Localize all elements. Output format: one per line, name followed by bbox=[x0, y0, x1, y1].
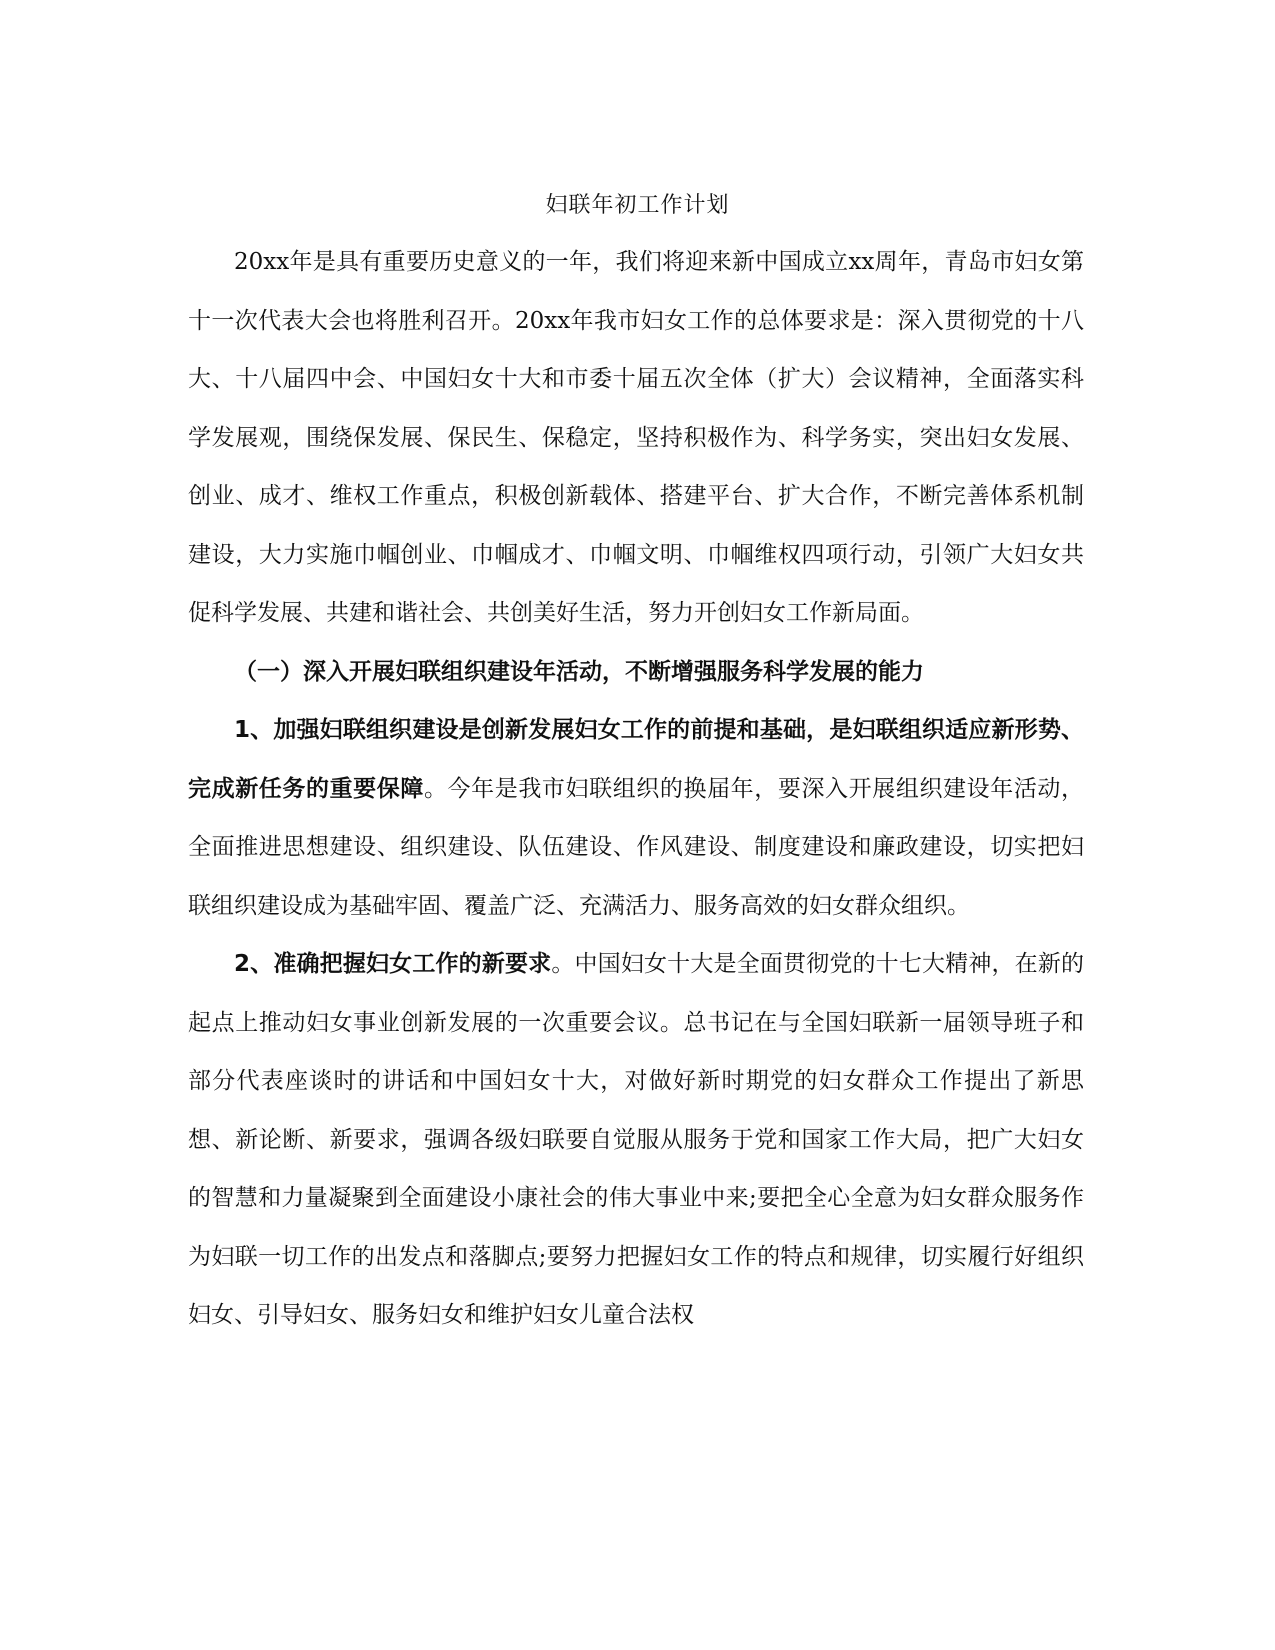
item-1-paragraph bbox=[188, 701, 1084, 935]
document-title: 妇联年初工作计划 bbox=[545, 193, 730, 218]
item-2-paragraph bbox=[188, 935, 1084, 1345]
item-1-text: 。今年是我市妇联组织的换届年，要深入开展组织建设年活动，全面推进思想建设、组织建设、队伍建设、作风建设、制度建设和廉政建设，切实把妇联组织建设成为基础牢固、覆盖广泛、充满活力、服务高效的妇女群众组织。 bbox=[188, 775, 1085, 919]
document-body bbox=[188, 233, 1084, 1345]
item-2-text: 。中国妇女十大是全面贯彻党的十七大精神，在新的起点上推动妇女事业创新发展的一次重要会议。总书记在与全国妇联新一届领导班子和部分代表座谈时的讲话和中国妇女十大，对做好新时期党的妇女群众工作提出了新思想、新论断、新要求，强调各级妇联要自觉服从服务于党和国家工作大局，把广大妇女的智慧和力量凝聚到全面建设小康社会的伟大事业中来;要把全心全意为妇女群众服务作为妇联一切工作的出发点和落脚点;要努力把握妇女工作的特点和规律，切实履行好组织妇女、引导妇女、服务妇女和维护妇女儿童合法权 bbox=[188, 951, 1085, 1328]
item-2-lead: 2、准确把握妇女工作的新要求 bbox=[234, 951, 552, 977]
intro-paragraph: 20xx年是具有重要历史意义的一年，我们将迎来新中国成立xx周年，青岛市妇女第十一次代表大会也将胜利召开。20xx年我市妇女工作的总体要求是：深入贯彻党的十八大、十八届四中会、中国妇女十大和市委十届五次全体（扩大）会议精神，全面落实科学发展观，围绕保发展、保民生、保稳定，坚持积极作为、科学务实，突出妇女发展、创业、成才、维权工作重点，积极创新载体、搭建平台、扩大合作，不断完善体系机制建设，大力实施巾帼创业、巾帼成才、巾帼文明、巾帼维权四项行动，引领广大妇女共促科学发展、共建和谐社会、共创美好生活，努力开创妇女工作新局面。 bbox=[188, 249, 1084, 626]
section-heading-1: （一）深入开展妇联组织建设年活动，不断增强服务科学发展的能力 bbox=[234, 658, 924, 685]
item-1-lead: 1、加强妇联组织建设是创新发展妇女工作的前提和基础，是妇联组织适应新形势、完成新任务的重要保障 bbox=[188, 717, 1084, 802]
